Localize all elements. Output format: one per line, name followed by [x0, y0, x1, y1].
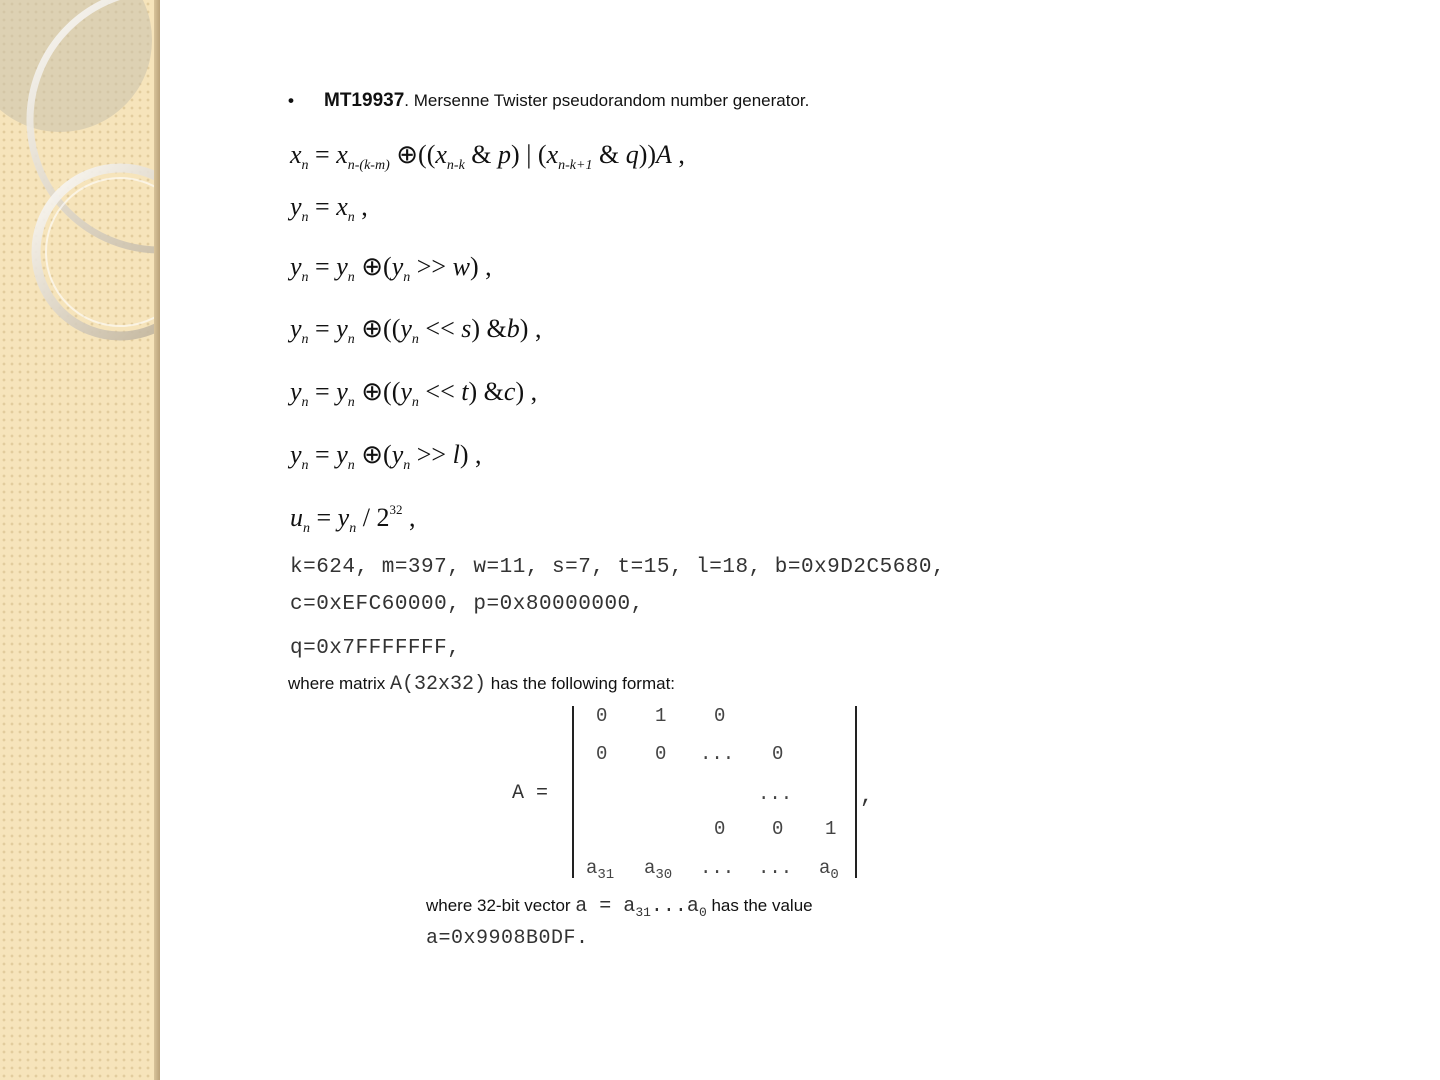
vector-note-after: has the value: [706, 896, 813, 915]
matrix-intro-after: has the following format:: [486, 674, 676, 693]
matrix-label: A =: [512, 782, 549, 805]
matrix-cell: ...: [758, 783, 793, 805]
matrix-cell: 1: [825, 818, 837, 840]
matrix-cell: 0: [596, 705, 608, 727]
vector-note-before: where 32-bit vector: [426, 896, 576, 915]
matrix-cell: 0: [772, 818, 784, 840]
matrix-left-bar: [572, 706, 574, 878]
matrix-intro-before: where matrix: [288, 674, 391, 693]
formula-tempering-2: $y_n = y_n$ $\oplus((y_n << s)$ &b) ,: [290, 314, 542, 347]
params-line-2: c=0xEFC60000, p=0x80000000,: [290, 593, 644, 616]
bullet-title: MT19937: [324, 90, 405, 111]
matrix-cell: ...: [758, 857, 793, 879]
matrix-cell: 0: [655, 743, 667, 765]
matrix-cell: ...: [700, 743, 735, 765]
formula-y-init: $y_n = x_n$ ,: [290, 192, 368, 225]
vector-note: [426, 895, 813, 920]
formula-tempering-3: $y_n = y_n$ $\oplus((y_n << t)$ &c) ,: [290, 377, 538, 410]
matrix-trailing-comma: ,: [860, 784, 874, 809]
matrix-cell: 0: [714, 705, 726, 727]
matrix-intro-mono: A(32x32): [390, 673, 487, 696]
params-line-3: q=0x7FFFFFFF,: [290, 637, 461, 660]
matrix-cell: $a_0$: [819, 857, 839, 883]
matrix-intro: [288, 673, 675, 696]
matrix-right-bar: [855, 706, 857, 878]
matrix-cell: $a_{31}$: [586, 857, 615, 883]
vector-value: a=0x9908B0DF.: [426, 927, 589, 950]
formula-normalize: $u_n = y_n / 2^{32}$ ,: [290, 502, 416, 536]
vector-note-mono: $a = a_{31}...a_0$: [575, 895, 707, 920]
bullet-description: . Mersenne Twister pseudorandom number generator.: [404, 91, 810, 110]
matrix-cell: 0: [772, 743, 784, 765]
formula-tempering-1: $y_n = y_n$ $\oplus(y_n >> w)$ ,: [290, 252, 492, 285]
formula-tempering-4: $y_n = y_n$ $\oplus(y_n >> l)$ ,: [290, 440, 482, 473]
matrix-cell: 0: [596, 743, 608, 765]
matrix-cell: 0: [714, 818, 726, 840]
bullet-heading: [288, 90, 809, 112]
params-line-1: k=624, m=397, w=11, s=7, t=15, l=18, b=0x9D2C5680,: [290, 556, 946, 579]
matrix-cell: ...: [700, 857, 735, 879]
matrix-cell: 1: [655, 705, 667, 727]
matrix-cell: $a_{30}$: [644, 857, 673, 883]
bullet-marker: •: [288, 91, 294, 110]
formula-recurrence: $x_n = x_{n-(k-m)}$ $\oplus((x_{n-k}$ & p) | ($x_{n-k+1}$ & q))A ,: [290, 140, 685, 173]
